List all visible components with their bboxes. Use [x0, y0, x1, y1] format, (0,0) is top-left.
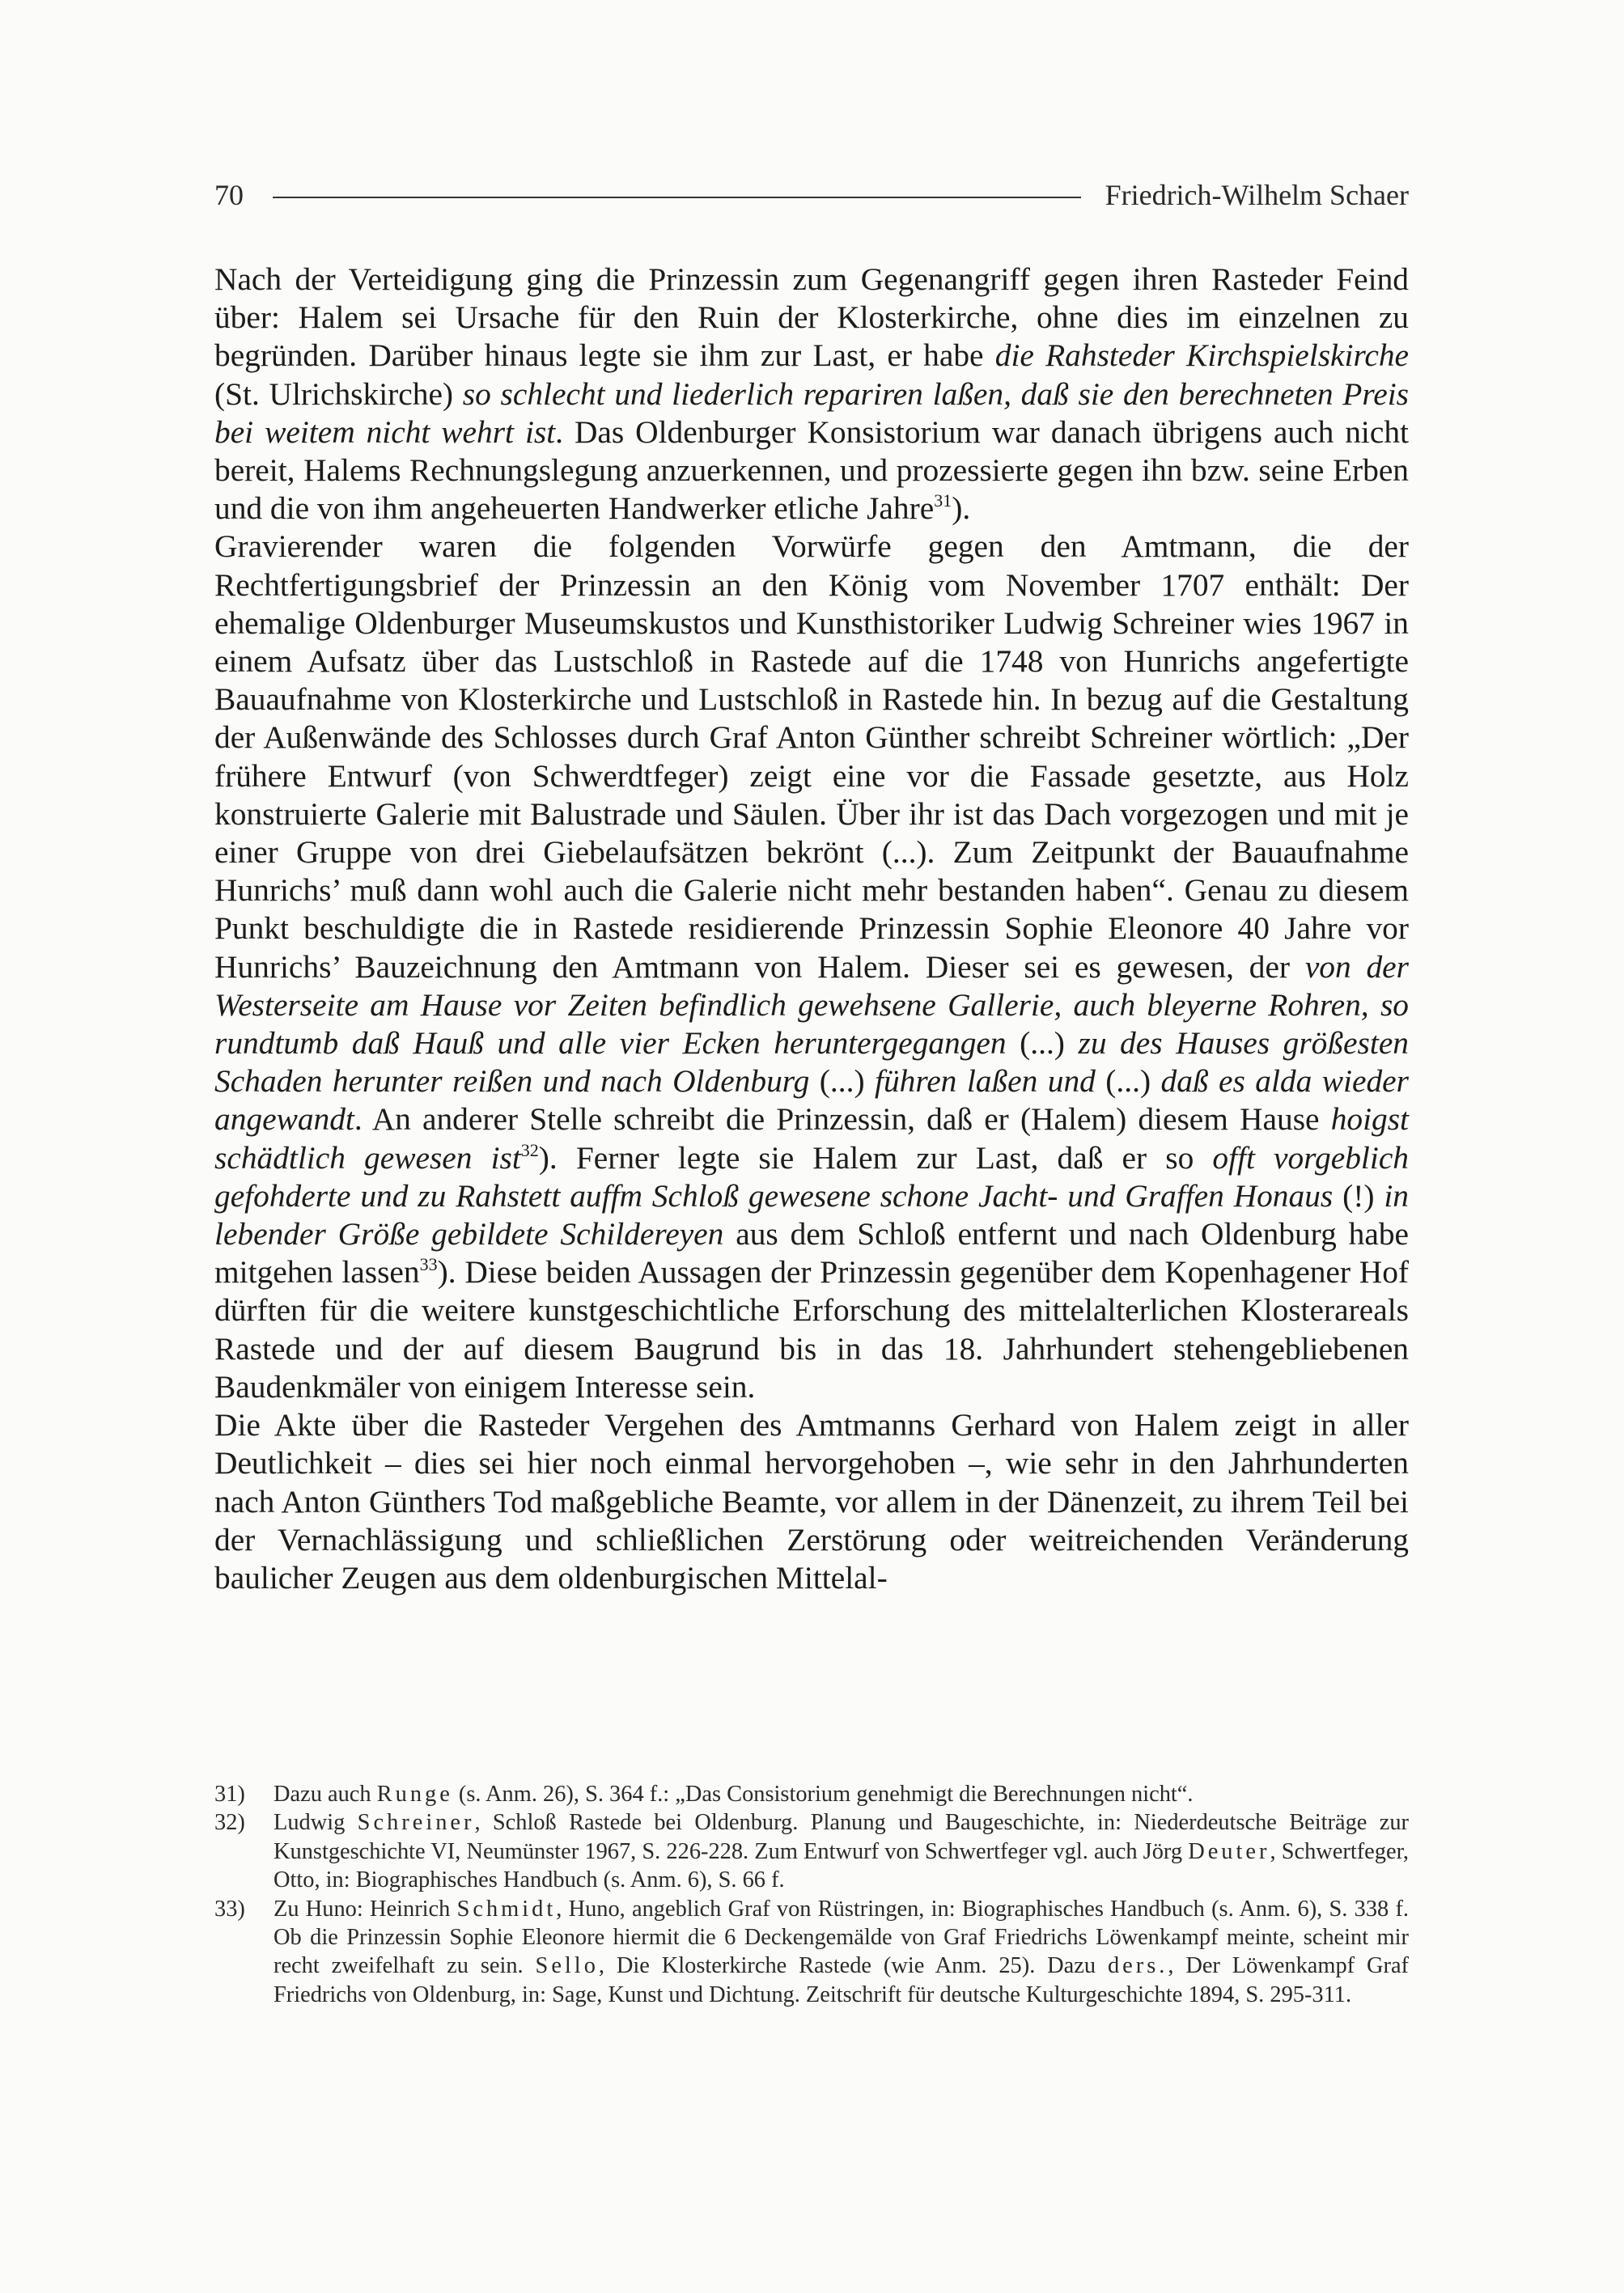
text-span: ). Ferner legte sie Halem zur Last, daß er so [538, 1139, 1213, 1176]
text-span: , Die Klosterkirche Rastede (wie Anm. 25). Dazu [598, 1953, 1108, 1979]
body-text [214, 261, 1409, 1597]
text-span: . An anderer Stelle schreibt die Prinzessin, daß er (Halem) diesem Hause [354, 1101, 1331, 1138]
quote-span: hoigst schädtlich gewesen ist [214, 1101, 1409, 1176]
text-span: Ludwig [273, 1810, 358, 1836]
quote-span: die Rahsteder Kirchspielskirche [994, 337, 1410, 374]
text-span: Gravierender waren die folgenden Vorwürfe gegen den Amtmann, die der Rechtfertigungsbrief der Prinzessin an den König vom November 1707 enthält: Der ehemalige Oldenburger Museumskustos und Kunsthistoriker Ludwig Schreiner wies 1967 in einem Aufsatz über das Lustschloß in Rastede auf die 1748 von Hunrichs angefertigte Bauaufnahme von Klosterkirche und Lustschloß in Rastede hin. In bezug auf die Gestaltung der Außenwände des Schlosses durch Graf Anton Günther schreibt Schreiner wörtlich: „Der frühere Entwurf (von Schwerdtfeger) zeigt eine vor die Fassade gesetzte, aus Holz konstruierte Galerie mit Balustrade und Säulen. Über ihr ist das Dach vorgezogen und mit je einer Gruppe von drei Giebelaufsätzen bekrönt (...). Zum Zeitpunkt der Bauaufnahme Hunrichs’ muß dann wohl auch die Galerie nicht mehr bestanden haben“. Genau zu diesem Punkt beschuldigte die in Rastede residierende Prinzessin Sophie Eleonore 40 Jahre vor Hunrichs’ Bauzeichnung den Amtmann von Halem. Dieser sei es gewesen, der [214, 528, 1409, 985]
author-name: Deuter [1188, 1838, 1270, 1864]
footnote-ref-32: 32 [520, 1139, 539, 1160]
quote-span: in lebender Größe gebildete Schildereyen [214, 1177, 1409, 1252]
text-span: (!) [1333, 1177, 1384, 1214]
footnote-text [273, 1808, 1409, 1894]
text-span: Dazu auch [273, 1782, 377, 1807]
text-span: , Schwertfeger, Otto, in: Biographisches Handbuch (s. Anm. 6), S. 66 f. [273, 1838, 1409, 1893]
text-span: (...) [1095, 1063, 1161, 1100]
running-header [214, 174, 1409, 216]
text-span: Zu Huno: Heinrich [273, 1896, 457, 1922]
text-span: ). Diese beiden Aussagen der Prinzessin gegenüber dem Kopenhagener Hof dürften für die weitere kunstgeschichtliche Erforschung des mittelalterlichen Klosterareals Rastede und der auf diesem Baugrund bis in das 18. Jahrhundert stehengebliebenen Baudenkmäler von einigem Interesse sein. [214, 1254, 1410, 1405]
quote-span: offt vorgeblich gefohderte und zu Rahstett auffm Schloß gewesene schone Jacht- und Graffen Honaus [214, 1139, 1409, 1214]
footnote-31 [214, 1780, 1409, 1808]
paragraph-3 [214, 1406, 1409, 1597]
text-span: (...) [1006, 1025, 1079, 1062]
quote-span: von der Westerseite am Hause vor Zeiten befindlich gewehsene Gallerie, auch bleyerne Rohren, so rundtumb daß Hauß und alle vier Ecken heruntergegangen [214, 948, 1409, 1062]
quote-span: zu des Hauses größesten Schaden herunter reißen und nach Oldenburg [214, 1025, 1409, 1100]
footnotes [214, 1780, 1409, 2009]
author-name: Schmidt [456, 1896, 557, 1922]
text-span: , Der Löwenkampf Graf Friedrichs von Oldenburg, in: Sage, Kunst und Dichtung. Zeitschrift für deutsche Kulturgeschichte 1894, S. 295-311. [273, 1953, 1410, 2007]
author-name: Sello [535, 1953, 599, 1979]
quote-span: so schlecht und liederlich repariren laßen, daß sie den berechneten Preis bei weitem nicht wehrt ist [214, 375, 1409, 450]
footnote-text [273, 1780, 1409, 1808]
text-span: ). [952, 490, 971, 527]
footnote-number: 32) [214, 1810, 245, 1836]
text-span: aus dem Schloß entfernt und nach Oldenburg habe mitgehen lassen [214, 1216, 1409, 1291]
footnote-number: 33) [214, 1896, 245, 1922]
footnote-33 [214, 1895, 1409, 2010]
paragraph-1 [214, 261, 1409, 528]
text-span: . Das Oldenburger Konsistorium war danach übrigens auch nicht bereit, Halems Rechnungslegung anzuerkennen, und prozessierte gegen ihn bzw. seine Erben und die von ihm angeheuerten Handwerker etliche Jahre [214, 413, 1409, 527]
quote-span: daß es alda wieder angewandt [214, 1063, 1409, 1138]
text-span: , Huno, angeblich Graf von Rüstringen, in: Biographisches Handbuch (s. Anm. 6), S. 338 f. Ob die Prinzessin Sophie Eleonore hiermit die 6 Deckengemälde von Graf Friedrichs Löwenkampf meinte, scheint mir recht zweifelhaft zu sein. [273, 1896, 1410, 1979]
text-span: Nach der Verteidigung ging die Prinzessin zum Gegenangriff gegen ihren Rasteder Feind über: Halem sei Ursache für den Ruin der Klosterkirche, ohne dies im einzelnen zu begründen. Darüber hinaus legte sie ihm zur Last, er habe [214, 261, 1409, 374]
text-span: , Schloß Rastede bei Oldenburg. Planung und Baugeschichte, in: Niederdeutsche Beiträge zur Kunstgeschichte VI, Neumünster 1967, S. 226-228. Zum Entwurf von Schwertfeger vgl. auch Jörg [273, 1810, 1409, 1864]
footnote-32 [214, 1808, 1409, 1894]
footnote-ref-33: 33 [419, 1254, 438, 1275]
footnote-ref-31: 31 [934, 490, 952, 511]
page-number: 70 [214, 179, 244, 211]
text-span: Die Akte über die Rasteder Vergehen des Amtmanns Gerhard von Halem zeigt in aller Deutlichkeit – dies sei hier noch einmal hervorgehoben –, wie sehr in den Jahrhunderten nach Anton Günthers Tod maßgebliche Beamte, vor allem in der Dänenzeit, zu ihrem Teil bei der Vernachlässigung und schließlichen Zerstörung oder weitreichenden Veränderung baulicher Zeugen aus dem oldenburgischen Mittelal- [214, 1407, 1409, 1596]
quote-span: führen laßen und [875, 1063, 1096, 1100]
author-name: Schreiner [357, 1810, 475, 1836]
text-span: (...) [809, 1063, 875, 1100]
running-title: Friedrich-Wilhelm Schaer [1105, 179, 1409, 211]
footnote-text [273, 1895, 1409, 2010]
author-name: Runge [376, 1782, 453, 1807]
author-name: ders. [1107, 1953, 1168, 1979]
text-span: (s. Anm. 26), S. 364 f.: „Das Consistorium genehmigt die Berechnungen nicht“. [452, 1782, 1194, 1807]
text-span: (St. Ulrichskirche) [214, 375, 463, 412]
paragraph-2 [214, 528, 1409, 1406]
footnote-number: 31) [214, 1782, 245, 1807]
header-rule [273, 197, 1081, 198]
